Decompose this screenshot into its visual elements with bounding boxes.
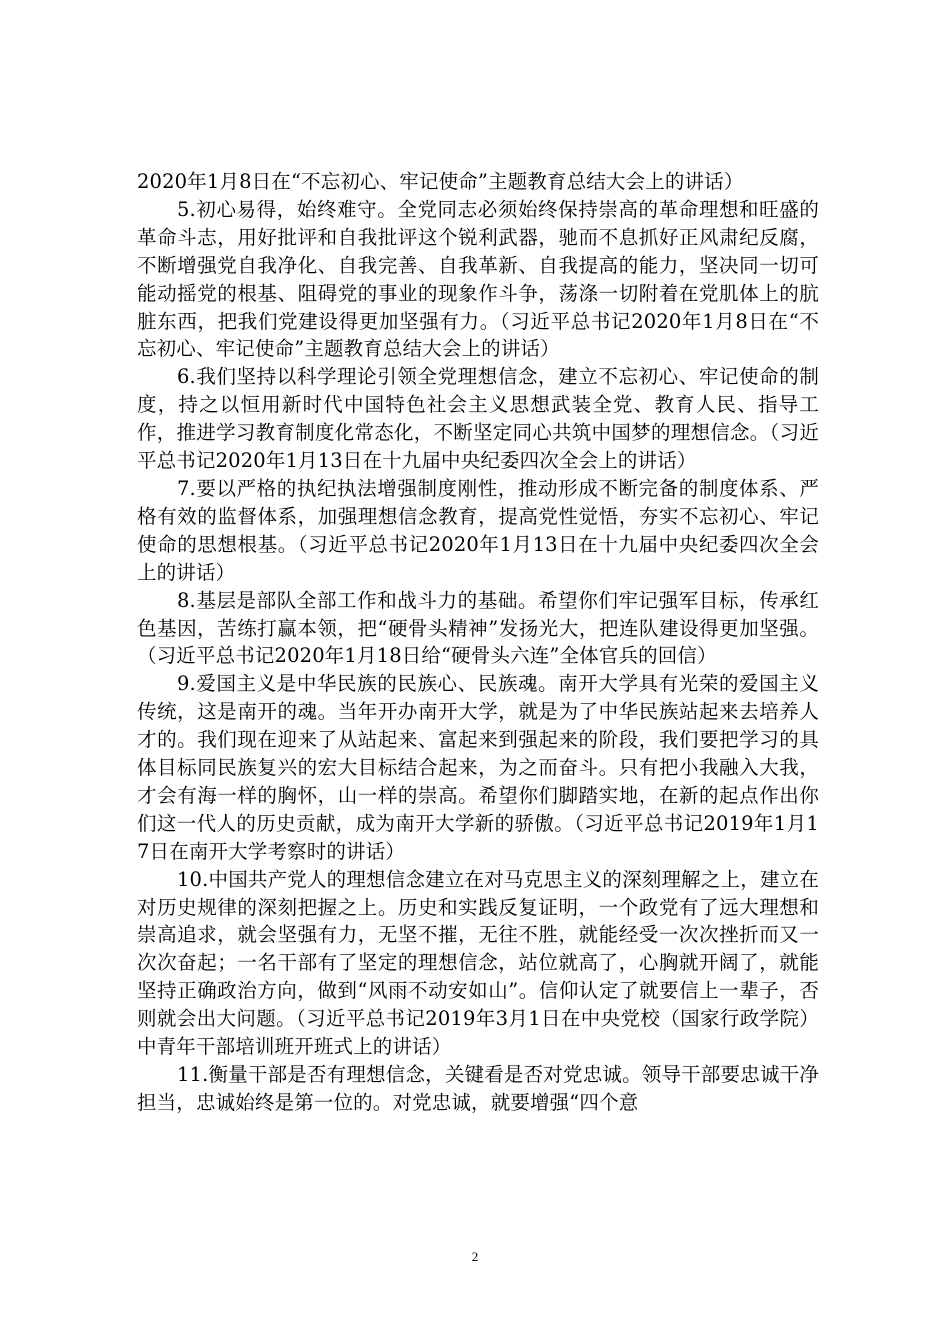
- paragraph-item-8: 8.基层是部队全部工作和战斗力的基础。希望你们牢记强军目标，传承红色基因，苦练打赢本领，把“硬骨头精神”发扬光大，把连队建设得更加坚强。（习近平总书记2020年1月18日给“硬骨头六连”全体官兵的回信）: [137, 588, 819, 668]
- paragraph-item-11: 11.衡量干部是否有理想信念，关键看是否对党忠诚。领导干部要忠诚干净担当，忠诚始终是第一位的。对党忠诚，就要增强“四个意: [137, 1063, 819, 1114]
- page-number: 2: [471, 1249, 479, 1264]
- paragraph-item-7: 7.要以严格的执纪执法增强制度刚性，推动形成不断完备的制度体系、严格有效的监督体系，加强理想信念教育，提高党性觉悟，夯实不忘初心、牢记使命的思想根基。（习近平总书记2020年1月13日在十九届中央纪委四次全会上的讲话）: [137, 476, 819, 584]
- paragraph-item-6: 6.我们坚持以科学理论引领全党理想信念，建立不忘初心、牢记使命的制度，持之以恒用新时代中国特色社会主义思想武装全党、教育人民、指导工作，推进学习教育制度化常态化，不断坚定同心共筑中国梦的理想信念。（习近平总书记2020年1月13日在十九届中央纪委四次全会上的讲话）: [137, 365, 819, 473]
- paragraph-continuation: 2020年1月8日在“不忘初心、牢记使命”主题教育总结大会上的讲话）: [137, 170, 744, 193]
- paragraph-item-9: 9.爱国主义是中华民族的民族心、民族魂。南开大学具有光荣的爱国主义传统，这是南开的魂。当年开办南开大学，就是为了中华民族站起来去培养人才的。我们现在迎来了从站起来、富起来到强起来的阶段，我们要把学习的具体目标同民族复兴的宏大目标结合起来，为之而奋斗。只有把小我融入大我，才会有海一样的胸怀，山一样的崇高。希望你们脚踏实地，在新的起点作出你们这一代人的历史贡献，成为南开大学新的骄傲。（习近平总书记2019年1月17日在南开大学考察时的讲话）: [137, 672, 819, 863]
- paragraph-item-5: 5.初心易得，始终难守。全党同志必须始终保持崇高的革命理想和旺盛的革命斗志，用好批评和自我批评这个锐利武器，驰而不息抓好正风肃纪反腐，不断增强党自我净化、自我完善、自我革新、自我提高的能力，坚决同一切可能动摇党的根基、阻碍党的事业的现象作斗争，荡涤一切附着在党肌体上的肮脏东西，把我们党建设得更加坚强有力。（习近平总书记2020年1月8日在“不忘初心、牢记使命”主题教育总结大会上的讲话）: [137, 197, 819, 361]
- paragraph-item-10: 10.中国共产党人的理想信念建立在对马克思主义的深刻理解之上，建立在对历史规律的深刻把握之上。历史和实践反复证明，一个政党有了远大理想和崇高追求，就会坚强有力，无坚不摧，无往不胜，就能经受一次次挫折而又一次次奋起；一名干部有了坚定的理想信念，站位就高了，心胸就开阔了，就能坚持正确政治方向，做到“风雨不动安如山”。信仰认定了就要信上一辈子，否则就会出大问题。（习近平总书记2019年3月1日在中央党校（国家行政学院）中青年干部培训班开班式上的讲话）: [137, 867, 819, 1059]
- document-body: [137, 168, 819, 1117]
